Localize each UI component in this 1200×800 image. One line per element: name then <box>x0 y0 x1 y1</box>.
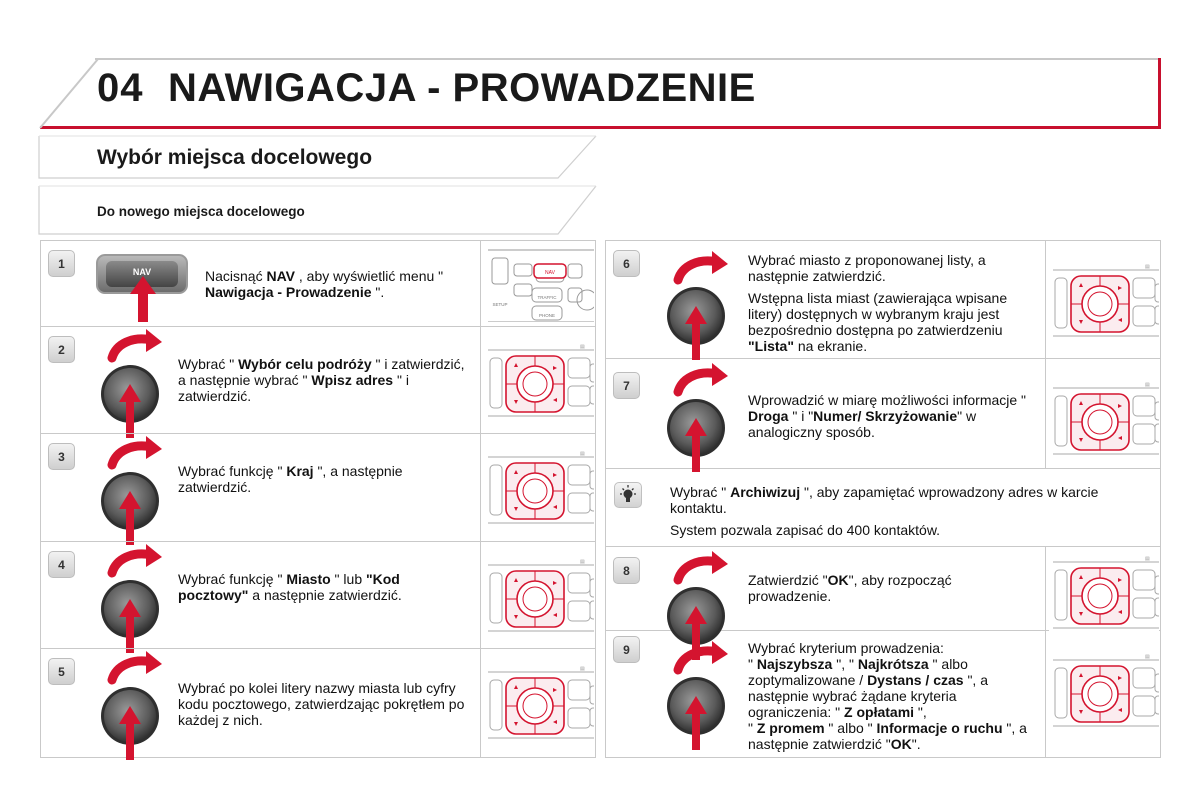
rotary-knob-icon[interactable] <box>98 328 174 440</box>
chapter-title: NAWIGACJA - PROWADZENIE <box>168 66 756 110</box>
step-text: Wybrać po kolei litery nazwy miasta lub cyfry kodu pocztowego, zatwierdzając pokrętłem po każdej z nich. <box>178 680 465 728</box>
nav-press-arrow-icon <box>128 276 158 324</box>
svg-text:▤: ▤ <box>580 666 585 672</box>
header-red-bar <box>1158 58 1161 128</box>
step-text: Wybrać funkcję " Miasto " lub "Kod pocztowy" a następnie zatwierdzić. <box>178 571 402 603</box>
step-number-badge: 3 <box>48 443 75 470</box>
rotary-knob-icon[interactable] <box>98 650 174 762</box>
nav-button-label: NAV <box>132 267 152 277</box>
console-thumbnail <box>1049 374 1159 460</box>
step-number-badge: 6 <box>613 250 640 277</box>
step-number-badge: 8 <box>613 557 640 584</box>
step-text: Wybrać kryterium prowadzenia: " Najszybsza ", " Najkrótsza " albo zoptymalizowane / Dystans / czas ", a następnie wybrać żądane kryteria ograniczenia: " Z opłatami ", " Z promem " albo " Informacje o ruchu ", a następnie zatwierdzić "OK". <box>748 640 1027 752</box>
rotary-knob-icon[interactable] <box>98 543 174 655</box>
step-number-badge: 2 <box>48 336 75 363</box>
svg-text:▤: ▤ <box>1145 654 1150 660</box>
console-thumbnail <box>484 658 594 748</box>
step-text: Wybrać funkcję " Kraj ", a następnie zatwierdzić. <box>178 463 403 495</box>
step-number-badge: 4 <box>48 551 75 578</box>
svg-text:▤: ▤ <box>1145 382 1150 388</box>
svg-text:SETUP: SETUP <box>492 302 508 307</box>
svg-text:▤: ▤ <box>580 451 585 457</box>
step-number-badge: 9 <box>613 636 640 663</box>
step-text: Wprowadzić w miarę możliwości informacje " Droga " i "Numer/ Skrzyżowanie" w analogiczny sposób. <box>748 392 1027 440</box>
svg-text:PHONE: PHONE <box>538 313 556 318</box>
lightbulb-icon <box>614 482 642 508</box>
step-number-badge: 5 <box>48 658 75 685</box>
svg-text:NAV: NAV <box>545 270 555 276</box>
header-top-line <box>95 58 1160 60</box>
step-text: Nacisnąć NAV , aby wyświetlić menu " Nawigacja - Prowadzenie ". <box>205 268 444 300</box>
console-thumbnail <box>484 244 594 322</box>
subsection-title: Do nowego miejsca docelowego <box>97 204 305 219</box>
rotary-knob-icon[interactable] <box>664 640 740 752</box>
svg-text:▤: ▤ <box>1145 556 1150 562</box>
step-number-badge: 7 <box>613 372 640 399</box>
svg-text:TRAFFIC: TRAFFIC <box>537 295 557 300</box>
console-thumbnail <box>1049 548 1159 634</box>
step-text: Zatwierdzić "OK", aby rozpocząć prowadzenie. <box>748 572 952 604</box>
svg-text:▤: ▤ <box>580 344 585 350</box>
section-title: Wybór miejsca docelowego <box>97 146 373 169</box>
rotary-knob-icon[interactable] <box>664 250 740 362</box>
lightbulb-glyph <box>615 483 641 507</box>
header-red-underline <box>40 126 1161 129</box>
chapter-number: 04 <box>97 66 144 110</box>
console-thumbnail <box>484 551 594 641</box>
step-text: Wybrać miasto z proponowanej listy, a następnie zatwierdzić. Wstępna lista miast (zawierająca wpisane litery) dostępnych w wybranym kraju jest bezpośrednio dostępna po zatwierdzeniu "Lista" na ekranie. <box>748 252 1008 354</box>
console-thumbnail <box>1049 256 1159 342</box>
console-thumbnail <box>1049 646 1159 732</box>
step-text: Wybrać " Wybór celu podróży " i zatwierdzić, a następnie wybrać " Wpisz adres " i zatwierdzić. <box>178 356 465 404</box>
console-thumbnail <box>484 336 594 426</box>
rotary-knob-icon[interactable] <box>98 435 174 547</box>
tip-text: Wybrać " Archiwizuj ", aby zapamiętać wprowadzony adres w karcie kontaktu. System pozwala zapisać do 400 kontaktów. <box>670 484 1099 538</box>
svg-text:▤: ▤ <box>580 559 585 565</box>
rotary-knob-icon[interactable] <box>664 362 740 474</box>
console-thumbnail <box>484 443 594 533</box>
svg-text:▤: ▤ <box>1145 264 1150 270</box>
header-diagonal <box>38 56 100 130</box>
step-number-badge: 1 <box>48 250 75 277</box>
